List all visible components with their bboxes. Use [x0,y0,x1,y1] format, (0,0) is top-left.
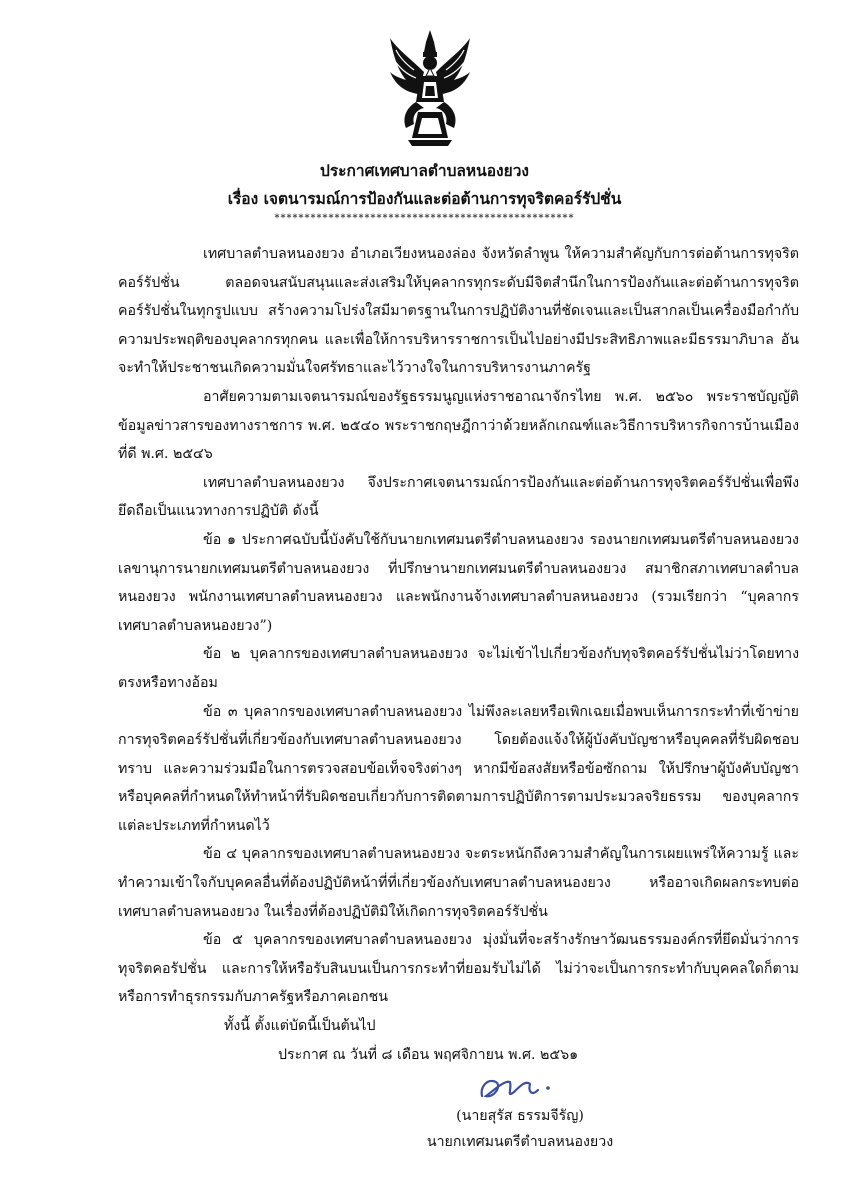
handwritten-signature [470,1068,560,1108]
document-title: ประกาศเทศบาลตำบลหนองยวง [320,161,529,180]
clause-5: ข้อ ๕ บุคลากรของเทศบาลตำบลหนองยวง มุ่งมั่นที่จะสร้างรักษาวัฒนธรรมองค์กรที่ยึดมั่นว่าการทุจริตคอรัปชั่น และการให้หรือรับสินบนเป็นการกระทำที่ยอมรับไม่ได้ ไม่ว่าจะเป็นการกระทำกับบุคคลใดก็ตามหรือการทำธุรกรรมกับภาครัฐหรือภาคเอกชน [118,932,799,1006]
signatory-name: (นายสุรัส ธรรมจีรัญ) [456,1108,584,1124]
clause-1: ข้อ ๑ ประกาศฉบับนี้บังคับใช้กับนายกเทศมนตรีตำบลหนองยวง รองนายกเทศมนตรีตำบลหนองยวง เลขานุการนายกเทศมนตรีตำบลหนองยวง ที่ปรึกษานายกเทศมนตรีตำบลหนองยวง สมาชิกสภาเทศบาลตำบลหนองยวง พนักงานเทศบาลตำบลหนองยวง และพนักงานจ้างเทศบาลตำบลหนองยวง (รวมเรียกว่า “บุคลากรเทศบาลตำบลหนองยวง”) [118,531,799,634]
document-body [118,240,799,1069]
closing-line: ทั้งนี้ ตั้งแต่บัดนี้เป็นต้นไป [224,1018,376,1035]
paragraph-declaration: เทศบาลตำบลหนองยวง จึงประกาศเจตนารมณ์การป้องกันและต่อต้านการทุจริตคอร์รัปชั่นเพื่อพึงยึดถือเป็นแนวทางการปฏิบัติ ดังนี้ [118,474,799,520]
signatory-position: นายกเทศมนตรีตำบลหนองยวง [426,1134,614,1150]
garuda-emblem-icon [388,28,472,148]
document-subject: เรื่อง เจตนารมณ์การป้องกันและต่อต้านการทุจริตคอร์รัปชั่น [227,189,622,208]
clause-4: ข้อ ๔ บุคลากรของเทศบาลตำบลหนองยวง จะตระหนักถึงความสำคัญในการเผยแพร่ให้ความรู้ และทำความเข้าใจกับบุคคลอื่นที่ต้องปฏิบัติหน้าที่ที่เกี่ยวข้องกับเทศบาลตำบลหนองยวง หรืออาจเกิดผลกระทบต่อเทศบาลตำบลหนองยวง ในเรื่องที่ต้องปฏิบัติมิให้เกิดการทุจริตคอร์รัปชั่น [118,846,799,920]
paragraph-legal-basis: อาศัยความตามเจตนารมณ์ของรัฐธรรมนูญแห่งราชอาณาจักรไทย พ.ศ. ๒๕๖๐ พระราชบัญญัติข้อมูลข่าวสารของทางราชการ พ.ศ. ๒๕๔๐ พระราชกฤษฎีกาว่าด้วยหลักเกณฑ์และวิธีการบริหารกิจการบ้านเมืองที่ดี พ.ศ. ๒๕๔๖ [118,388,799,463]
paragraph-intro: เทศบาลตำบลหนองยวง อำเภอเวียงหนองล่อง จังหวัดลำพูน ให้ความสำคัญกับการต่อต้านการทุจริตคอร์รัปชั่น ตลอดจนสนับสนุนและส่งเสริมให้บุคลากรทุกระดับมีจิตสำนึกในการป้องกันและต่อต้านการทุจริตคอร์รัปชั่นในทุกรูปแบบ สร้างความโปร่งใสมีมาตรฐานในการปฏิบัติงานที่ชัดเจนและเป็นสากลเป็นเครื่องมือกำกับ ความประพฤติของบุคลากรทุกคน และเพื่อให้การบริหารราชการเป็นไปอย่างมีประสิทธิภาพและมีธรรมาภิบาล อันจะทำให้ประชาชนเกิดความมั่นใจศรัทธาและไว้วางใจในการบริหารงานภาครัฐ [118,246,799,377]
separator-line: ************************************************** [274,213,575,224]
announcement-date: ประกาศ ณ วันที่ ๘ เดือน พฤศจิกายน พ.ศ. ๒๕๖๑ [278,1046,579,1063]
clause-2: ข้อ ๒ บุคลากรของเทศบาลตำบลหนองยวง จะไม่เข้าไปเกี่ยวข้องกับทุจริตคอร์รัปชั่นไม่ว่าโดยทางตรงหรือทางอ้อม [118,646,799,691]
clause-3: ข้อ ๓ บุคลากรของเทศบาลตำบลหนองยวง ไม่พึงละเลยหรือเพิกเฉยเมื่อพบเห็นการกระทำที่เข้าข่ายการทุจริตคอร์รัปชั่นที่เกี่ยวข้องกับเทศบาลตำบลหนองยวง โดยต้องแจ้งให้ผู้บังคับบัญชาหรือบุคคลที่รับผิดชอบทราบ และความร่วมมือในการตรวจสอบข้อเท็จจริงต่างๆ หากมีข้อสงสัยหรือข้อซักถาม ให้ปรึกษาผู้บังคับบัญชาหรือบุคคลที่กำหนดให้ทำหน้าที่รับผิดชอบเกี่ยวกับการติดตามการปฏิบัติการตามประมวลจริยธรรม ของบุคลากรแต่ละประเภทที่กำหนดไว้ [118,703,799,834]
